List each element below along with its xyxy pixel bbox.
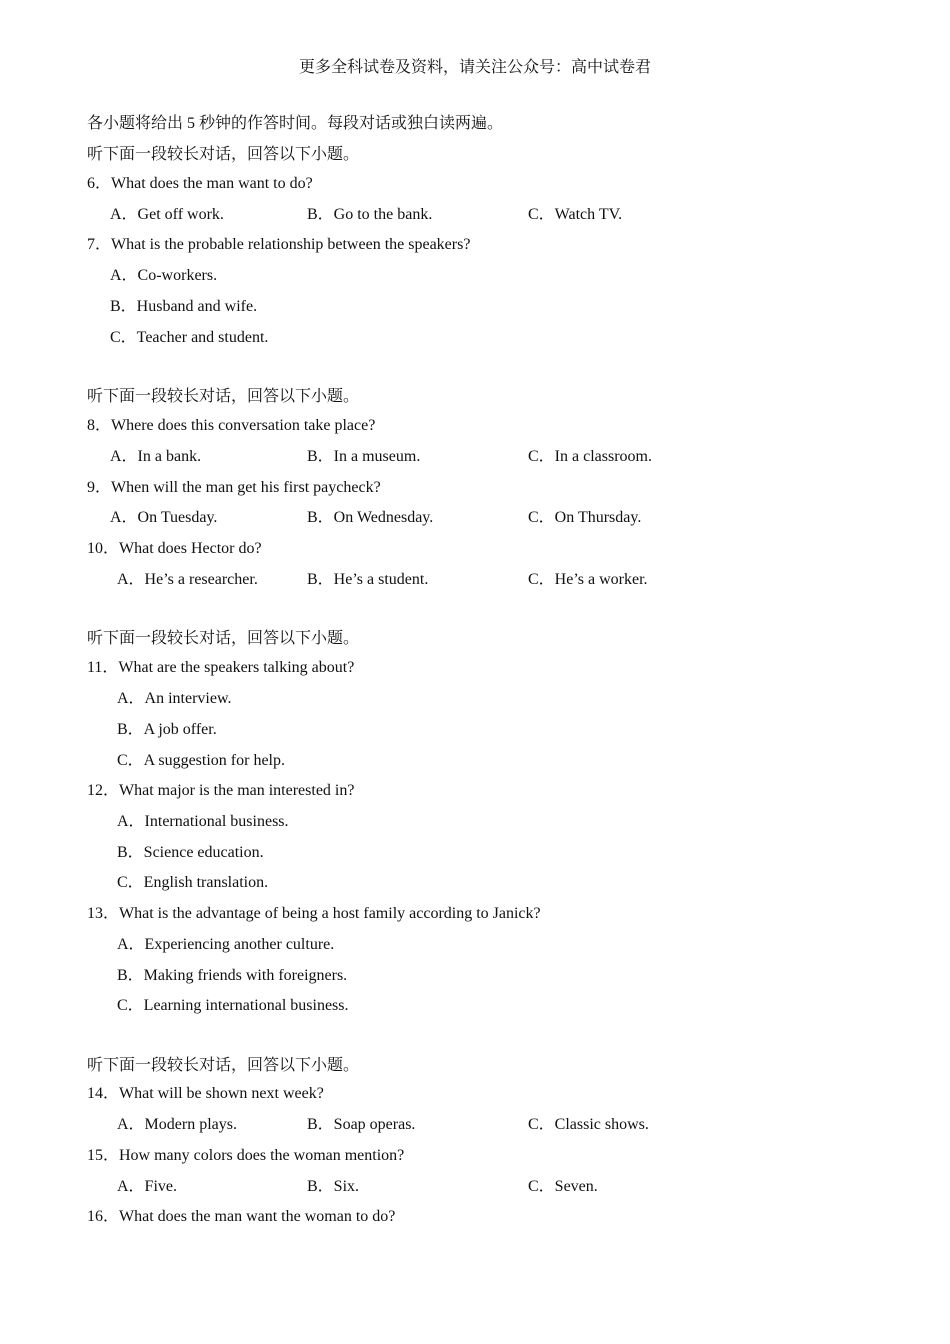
option-a: A．On Tuesday. — [110, 509, 218, 526]
section-instruction: 听下面一段较长对话，回答以下小题。 — [87, 1057, 360, 1074]
option-b: B．A job offer. — [117, 721, 217, 738]
question-stem: 13．What is the advantage of being a host family according to Janick? — [87, 905, 541, 922]
question-stem: 16．What does the man want the woman to do? — [87, 1208, 396, 1225]
question-stem: 7．What is the probable relationship between the speakers? — [87, 236, 471, 253]
option-c: C．He’s a worker. — [528, 571, 648, 588]
section-instruction: 听下面一段较长对话，回答以下小题。 — [87, 388, 360, 405]
question-stem: 8．Where does this conversation take place? — [87, 417, 376, 434]
option-b: B．Go to the bank. — [307, 206, 433, 223]
option-c: C．A suggestion for help. — [117, 752, 285, 769]
question-stem: 14．What will be shown next week? — [87, 1085, 324, 1102]
option-b: B．He’s a student. — [307, 571, 429, 588]
question-stem: 10．What does Hector do? — [87, 540, 262, 557]
option-a: A．International business. — [117, 813, 289, 830]
option-c: C．Seven. — [528, 1178, 598, 1195]
option-b: B．Six. — [307, 1178, 360, 1195]
option-a: A．Get off work. — [110, 206, 224, 223]
option-c: C．Watch TV. — [528, 206, 623, 223]
question-stem: 6．What does the man want to do? — [87, 175, 313, 192]
intro-text: 各小题将给出 5 秒钟的作答时间。每段对话或独白读两遍。 — [87, 115, 504, 132]
option-a: A．Five. — [117, 1178, 178, 1195]
option-c: C．In a classroom. — [528, 448, 652, 465]
option-b: B．Husband and wife. — [110, 298, 258, 315]
question-stem: 11．What are the speakers talking about? — [87, 659, 355, 676]
page-header: 更多全科试卷及资料，请关注公众号：高中试卷君 — [298, 59, 651, 76]
option-c: C．Learning international business. — [117, 997, 349, 1014]
option-a: A．In a bank. — [110, 448, 202, 465]
question-stem: 9．When will the man get his first paycheck? — [87, 479, 381, 496]
option-c: C．On Thursday. — [528, 509, 642, 526]
option-a: A．He’s a researcher. — [117, 571, 258, 588]
question-stem: 15．How many colors does the woman mention? — [87, 1147, 405, 1164]
option-a: A．Experiencing another culture. — [117, 936, 335, 953]
option-a: A．An interview. — [117, 690, 232, 707]
option-b: B．In a museum. — [307, 448, 421, 465]
option-b: B．Making friends with foreigners. — [117, 967, 348, 984]
option-b: B．Soap operas. — [307, 1116, 416, 1133]
option-c: C．English translation. — [117, 874, 269, 891]
option-a: A．Modern plays. — [117, 1116, 237, 1133]
option-a: A．Co-workers. — [110, 267, 218, 284]
option-c: C．Teacher and student. — [110, 329, 269, 346]
option-b: B．On Wednesday. — [307, 509, 434, 526]
question-stem: 12．What major is the man interested in? — [87, 782, 355, 799]
option-c: C．Classic shows. — [528, 1116, 649, 1133]
section-instruction: 听下面一段较长对话，回答以下小题。 — [87, 146, 360, 163]
section-instruction: 听下面一段较长对话，回答以下小题。 — [87, 630, 360, 647]
option-b: B．Science education. — [117, 844, 264, 861]
